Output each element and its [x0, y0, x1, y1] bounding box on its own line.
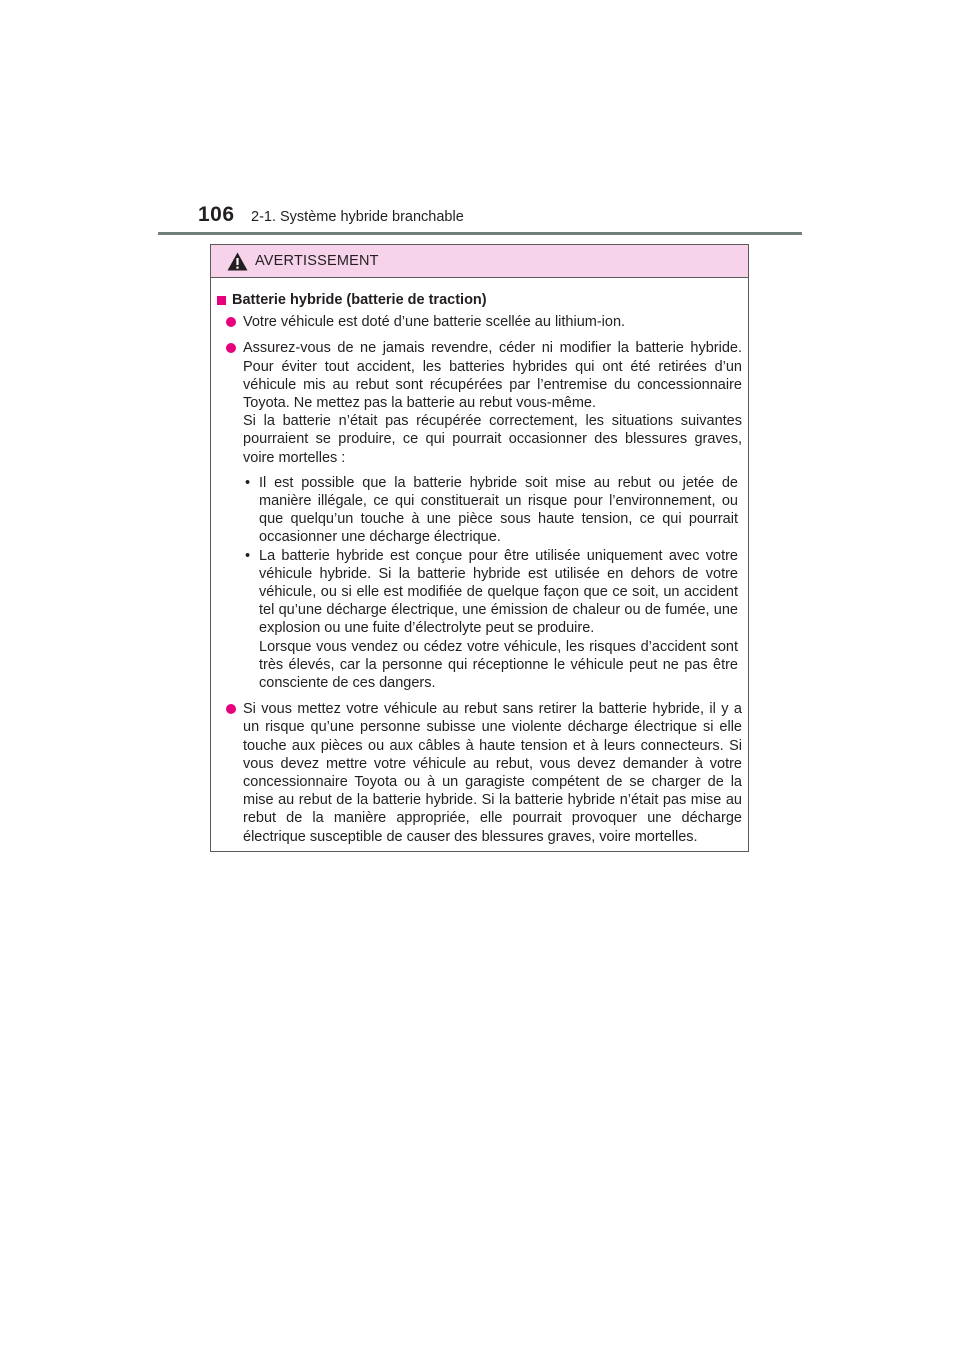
bullet-item: [217, 700, 742, 846]
warning-header: [211, 245, 748, 278]
circle-bullet-icon: [226, 704, 236, 714]
page-number: 106: [198, 203, 235, 226]
section-title: 2-1. Système hybride branchable: [251, 209, 464, 225]
warning-heading-text: Batterie hybride (batterie de traction): [232, 292, 487, 308]
sub-item-text: Il est possible que la batterie hybride soit mise au rebut ou jetée de manière illégale, ce qui constituerait un risque pour l’environnement, ou que quelqu’un touche à une pièce sous haute tension, ce qui pourrait occasionner une décharge électrique.: [259, 474, 738, 546]
warning-triangle-icon: [227, 252, 248, 271]
sub-list-item: [243, 474, 738, 547]
sub-list-item: [243, 547, 738, 693]
circle-bullet-icon: [226, 317, 236, 327]
sub-list: [243, 474, 742, 692]
dot-marker: •: [245, 474, 251, 491]
sub-item-text: La batterie hybride est conçue pour être utilisée uniquement avec votre véhicule hybride. Si la batterie hybride est utilisée en dehors de votre véhicule, ou si elle est modifiée de quelque façon que ce soit, un accident tel qu’une décharge électrique, une émission de chaleur ou de fumée, une explosion ou une fuite d’électrolyte peut se produire.: [259, 547, 738, 637]
warning-title: AVERTISSEMENT: [255, 253, 379, 269]
warning-heading: [217, 291, 742, 309]
bullet-text: Assurez-vous de ne jamais revendre, céder ni modifier la batterie hybride. Pour éviter tout accident, les batteries hybrides qui ont été retirées d’un véhicule mis au rebut sont récupérées par l’entremise du concessionnaire Toyota. Ne mettez pas la batterie au rebut vous-même.: [243, 340, 742, 412]
bullet-item: [217, 313, 742, 331]
sub-item-continuation: Lorsque vous vendez ou cédez votre véhicule, les risques d’accident sont très élevés, car la personne qui réceptionne le véhicule peut ne pas être consciente de ces dangers.: [259, 638, 738, 692]
bullet-text: Si vous mettez votre véhicule au rebut sans retirer la batterie hybride, il y a un risque qu’une personne subisse une violente décharge électrique si elle touche aux pièces ou aux câbles à haute tension et à leurs connecteurs. Si vous devez mettre votre véhicule au rebut, vous devez demander à votre concessionnaire Toyota ou à un garagiste compétent de se charger de la mise au rebut de la batterie hybride. Si la batterie hybride n’était pas mise au rebut de la manière appropriée, elle pourrait provoquer une décharge électrique susceptible de causer des blessures graves, voire mortelles.: [243, 701, 742, 845]
warning-box: [210, 244, 749, 852]
warning-body: [211, 278, 748, 846]
circle-bullet-icon: [226, 343, 236, 353]
header-rule: [158, 232, 802, 235]
bullet-text: Votre véhicule est doté d’une batterie scellée au lithium-ion.: [243, 314, 626, 331]
bullet-item: [217, 339, 742, 692]
square-bullet-icon: [217, 296, 226, 305]
dot-marker: •: [245, 547, 251, 564]
bullet-text-continuation: Si la batterie n’était pas récupérée correctement, les situations suivantes pourraient se produire, ce qui pourrait occasionner des blessures graves, voire mortelles :: [243, 413, 742, 466]
